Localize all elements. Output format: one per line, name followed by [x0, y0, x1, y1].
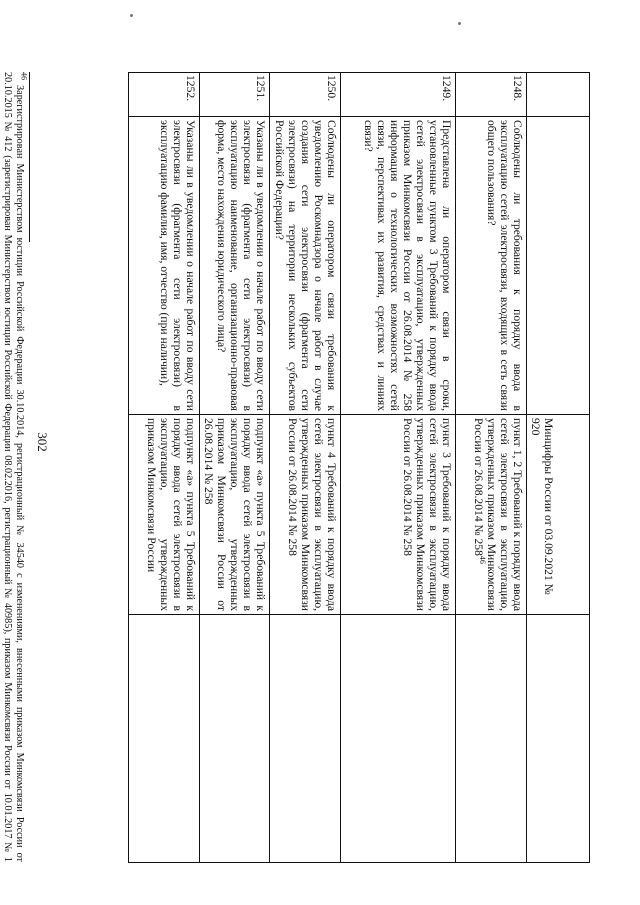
header-cell	[527, 117, 590, 415]
question-cell: Соблюдены ли требования к порядку ввода в эксплуатацию сетей электросвязи, входящих в сеть связи общего пользования?	[456, 117, 527, 415]
row-number: 1250.	[270, 73, 341, 117]
checklist-table	[128, 72, 590, 863]
table-row	[341, 73, 456, 863]
requirement-text: пункт 1, 2 Требований к порядку ввода сетей электросвязи в эксплуатацию, утвержденных приказом Минкомсвязи России от 26.08.2014 № 258	[472, 418, 524, 611]
header-cell	[527, 73, 590, 117]
table-row	[270, 73, 341, 863]
table-row	[129, 73, 200, 863]
requirement-cell	[456, 415, 527, 615]
row-number: 1252.	[129, 73, 200, 117]
footnote-marker: 46	[19, 72, 29, 80]
header-text: Минцифры России от 03.09.2021 № 920	[529, 418, 555, 595]
question-cell: Соблюдены ли оператором связи требования к уведомлению Роскомнадзора о начале работ в случае создания сети электросвязи (фрагмента сети электросвязи) на территории нескольких субъектов Российской Федерации?	[270, 117, 341, 415]
table-header-row	[527, 73, 590, 863]
empty-cell	[200, 615, 270, 863]
table-row	[200, 73, 270, 863]
header-cell	[527, 415, 590, 615]
empty-cell	[456, 615, 527, 863]
requirement-cell: пункт 4 Требований к порядку ввода сетей электросвязи в эксплуатацию, утвержденных приказом Минкомсвязи России от 26.08.2014 № 258	[270, 415, 341, 615]
row-number: 1251.	[200, 73, 270, 117]
question-cell: Указаны ли в уведомлении о начале работ по вводу сети электросвязи (фрагмента сети электросвязи) в эксплуатацию наименование, организационно-правовая форма, место нахождения юридического лица?	[200, 117, 270, 415]
footnote-text: Зарегистрирован Министерством юстиции Российской Федерации 30.10.2014, регистрационный № 34540 с изменениями, внесенными приказом Минкомсвязи России от 20.10.2015 № 412 (зарегистрирован Министерством юстиции Российской Федерации 08.02.2016, регистрационный № 40985), приказом Минкомсвязи России от 10.01.2017 № 1	[2, 72, 25, 863]
question-cell: Представлена ли оператором связи в сроки, установленные пунктом 3 Требований к порядку ввода сетей электросвязи в эксплуатацию, утвержденных приказом Минкомсвязи России от 26.08.2014 № 258 информация о технологических возможностях сетей связи, перспективах их развития, средствах и линиях связи?	[341, 117, 456, 415]
empty-cell	[129, 615, 200, 863]
table-row	[456, 73, 527, 863]
empty-cell	[270, 615, 341, 863]
page-number: 302	[35, 432, 50, 452]
row-number: 1249.	[341, 73, 456, 117]
row-number: 1248.	[456, 73, 527, 117]
requirement-cell: подпункт «а» пункта 5 Требований к порядку ввода сетей электросвязи в эксплуатацию, утвержденных приказом Минкомсвязи России	[129, 415, 200, 615]
footnote-ref: 46	[477, 555, 487, 564]
scan-speck	[130, 14, 133, 17]
requirement-cell: пункт 3 Требований к порядку ввода сетей электросвязи в эксплуатацию, утвержденных приказом Минкомсвязи России от 26.08.2014 № 258	[341, 415, 456, 615]
footnote	[0, 72, 29, 863]
empty-cell	[341, 615, 456, 863]
header-cell	[527, 615, 590, 863]
scan-speck	[458, 22, 461, 25]
footnote-divider	[29, 72, 30, 242]
question-cell: Указаны ли в уведомлении о начале работ по вводу сети электросвязи (фрагмента сети электросвязи) в эксплуатацию фамилия, имя, отчество (при наличии),	[129, 117, 200, 415]
requirement-cell: подпункт «а» пункта 5 Требований к порядку ввода сетей электросвязи в эксплуатацию, утвержденных приказом Минкомсвязи России от 26.08.2014 № 258	[200, 415, 270, 615]
